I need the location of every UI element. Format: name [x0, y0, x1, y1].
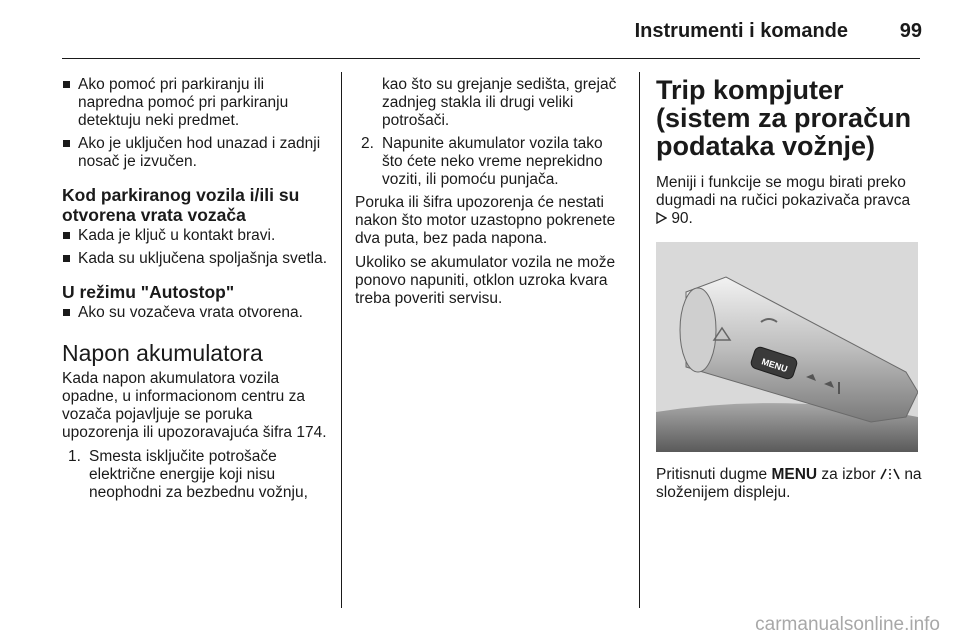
section-title: Instrumenti i komande	[634, 20, 848, 42]
list-item: Kada je ključ u kontakt bravi.	[62, 227, 332, 245]
heading-trip-computer: Trip kompjuter (sistem za proračun podataka vožnje)	[656, 75, 912, 161]
numbered-step-1	[64, 448, 332, 502]
list-item: Ako je uključen hod unazad i zadnji nosač je izvučen.	[62, 135, 332, 171]
step-text: Smesta isključite potrošače električne energije koji nisu neophodni za bezbednu vožnju,	[89, 448, 308, 501]
heading-parked-vehicle: Kod parkiranog vozila i/ili su otvorena vrata vozača	[62, 185, 300, 225]
menu-button-label: MENU	[771, 466, 818, 483]
battery-paragraph: Kada napon akumulatora vozila opadne, u informacionom centru za vozača pojavljuje se poruka upozorenja ili upozoravajuća šifra 174.	[62, 370, 327, 441]
trip-intro-paragraph	[656, 174, 922, 228]
page-header	[0, 0, 960, 60]
page-ref-triangle-icon	[656, 210, 667, 228]
turn-signal-lever-illustration	[656, 242, 918, 452]
page-number: 99	[899, 20, 922, 42]
step-text: Napunite akumulator vozila tako što ćete neko vreme neprekidno voziti, ili pomoću punjača.	[382, 135, 603, 188]
list-item: Kada su uključena spoljašnja svetla.	[62, 250, 332, 268]
heading-battery-voltage: Napon akumulatora	[62, 340, 263, 366]
list-item: Ako pomoć pri parkiranju ili napredna pomoć pri parkiranju detektuju neki predmet.	[62, 76, 332, 130]
column-divider-right	[639, 72, 640, 608]
heading-autostop: U režimu "Autostop"	[62, 282, 235, 302]
numbered-step-2	[357, 135, 625, 189]
column-2	[355, 76, 625, 314]
figure-caption: Pritisnuti dugme MENU za izbor na složenijem displeju.	[656, 466, 922, 501]
page-ref: 90.	[671, 210, 693, 227]
service-paragraph: Ukoliko se akumulator vozila ne može ponovo napuniti, otklon uzroka kvara treba poveriti servisu.	[355, 254, 616, 307]
header-rule	[62, 58, 920, 59]
column-divider-left	[341, 72, 342, 608]
warning-disappear-paragraph: Poruka ili šifra upozorenja će nestati nakon što motor uzastopno pokrenete dva puta, bez pada napona.	[355, 194, 616, 247]
column-1	[62, 76, 332, 507]
step-number: 2.	[361, 135, 374, 152]
step-number: 1.	[68, 448, 81, 465]
column-3	[656, 76, 922, 508]
step-1-continuation: kao što su grejanje sedišta, grejač zadnjeg stakla ili drugi veliki potrošači.	[382, 76, 617, 129]
figure-menu-label: MENU	[760, 356, 789, 375]
list-item: Ako su vozačeva vrata otvorena.	[62, 304, 332, 322]
trip-computer-icon	[880, 466, 900, 484]
intro-text: Meniji i funkcije se mogu birati preko dugmadi na ručici pokazivača pravca	[656, 174, 911, 209]
watermark: carmanualsonline.info	[755, 614, 940, 635]
